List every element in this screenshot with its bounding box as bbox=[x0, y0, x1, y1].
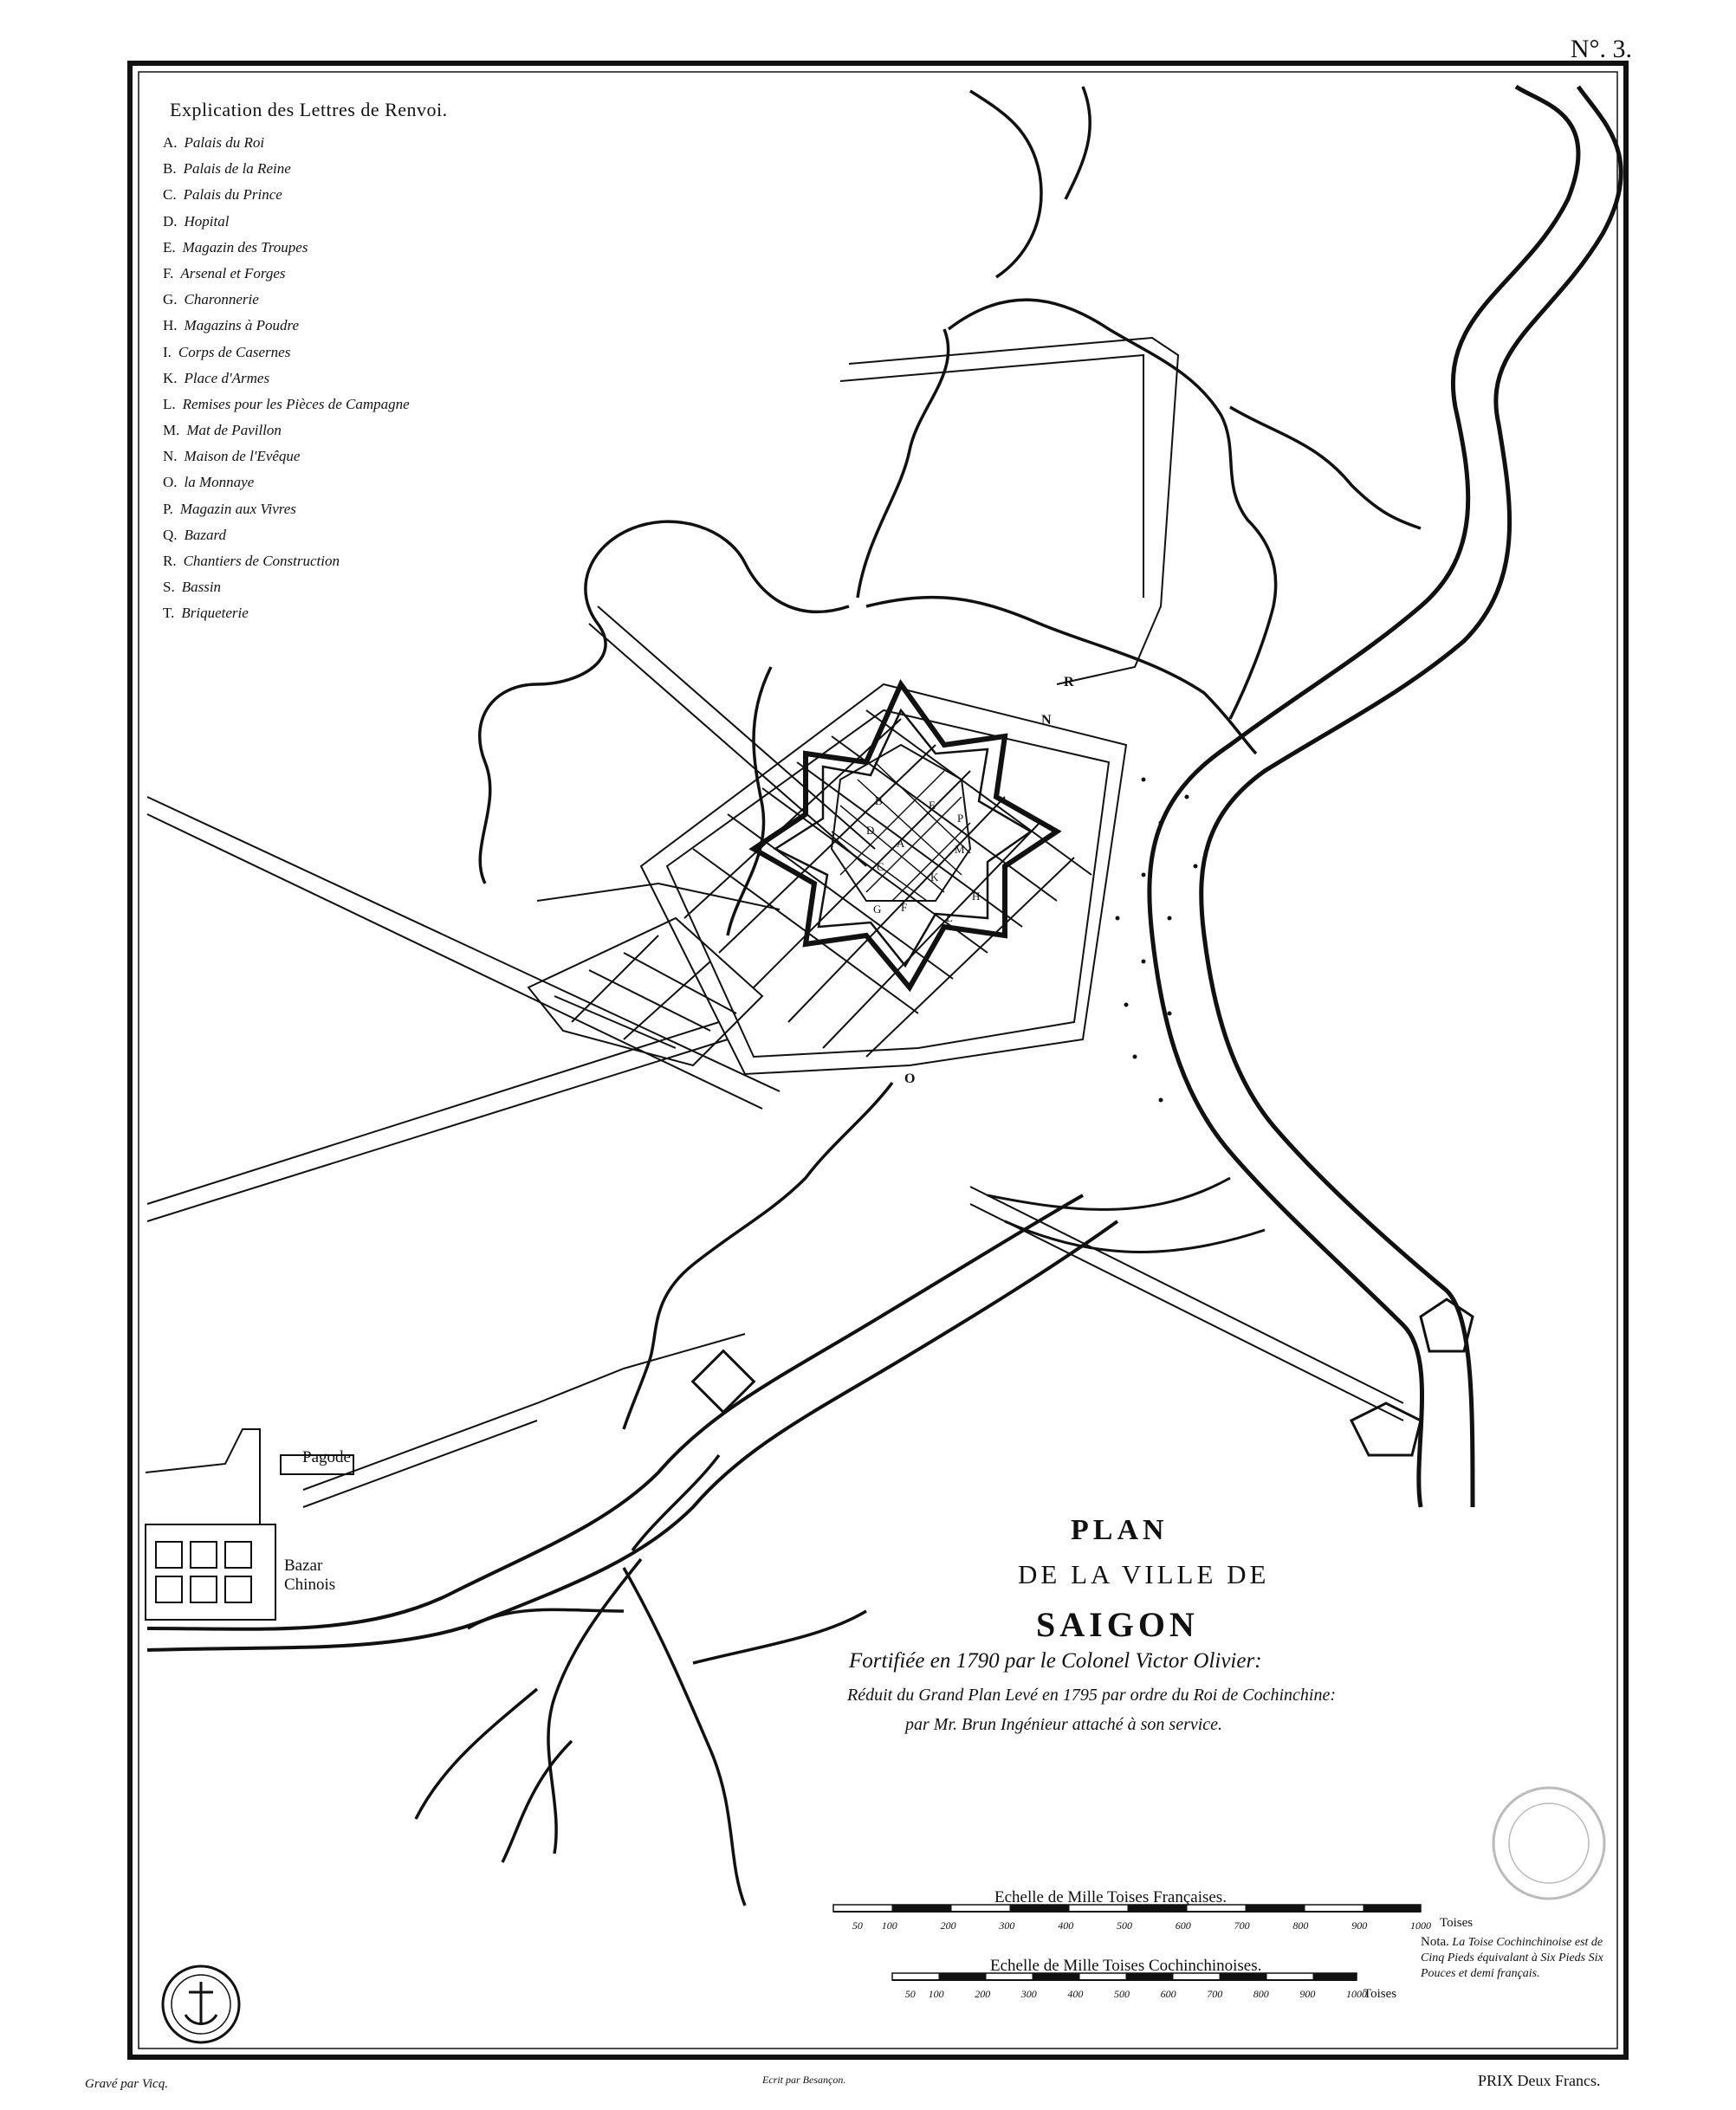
nota-text bbox=[1421, 1934, 1613, 1982]
scale-tick-label: 300 bbox=[999, 1919, 1015, 1932]
subtitle-1: Fortifiée en 1790 par le Colonel Victor Olivier: bbox=[849, 1649, 1262, 1673]
creeks bbox=[416, 87, 1421, 1906]
legend-label: Arsenal et Forges bbox=[180, 264, 286, 282]
legend-list bbox=[163, 130, 410, 627]
citadel-letter: H bbox=[972, 890, 981, 903]
legend-label: Place d'Armes bbox=[184, 369, 270, 386]
legend-item bbox=[163, 574, 410, 600]
legend-key: H. bbox=[163, 317, 178, 334]
legend-item bbox=[163, 392, 410, 417]
scale-tick-label: 100 bbox=[881, 1919, 897, 1932]
scale-tick-label: 400 bbox=[1067, 1988, 1084, 2000]
legend-key: F. bbox=[163, 264, 174, 282]
citadel-letter: A bbox=[897, 837, 905, 850]
legend-label: Corps de Casernes bbox=[178, 343, 291, 360]
legend-key: Q. bbox=[163, 526, 178, 543]
nota-label: Nota. bbox=[1421, 1935, 1449, 1949]
price-label: PRIX Deux Francs. bbox=[1478, 2072, 1601, 2089]
scale-tick-label: 400 bbox=[1058, 1919, 1074, 1932]
legend-item bbox=[163, 366, 410, 392]
legend-label: Bazard bbox=[184, 526, 227, 543]
citadel-letter: B bbox=[875, 794, 883, 807]
subtitle-2: Réduit du Grand Plan Levé en 1795 par ordre du Roi de Cochinchine: bbox=[847, 1686, 1336, 1705]
legend-key: D. bbox=[163, 212, 178, 230]
legend-item bbox=[163, 209, 410, 235]
citadel-letter: E bbox=[929, 799, 936, 812]
scale-tick-label: 800 bbox=[1253, 1988, 1269, 2000]
label-n: N bbox=[1041, 713, 1052, 728]
legend-key: G. bbox=[163, 291, 178, 308]
legend-label: Charonnerie bbox=[184, 291, 259, 308]
citadel-letter: C bbox=[877, 860, 884, 873]
legend-item bbox=[163, 548, 410, 574]
legend-key: S. bbox=[163, 579, 175, 596]
legend-item bbox=[163, 443, 410, 469]
legend-item bbox=[163, 469, 410, 495]
outer-forts bbox=[693, 1299, 1473, 1455]
legend-label: Magazin aux Vivres bbox=[179, 500, 296, 517]
scale-tick-label: 600 bbox=[1160, 1988, 1176, 2000]
title-line-1: PLAN bbox=[1071, 1514, 1169, 1546]
title-line-2: DE LA VILLE DE bbox=[1018, 1559, 1270, 1589]
engraver-credit: Gravé par Vicq. bbox=[85, 2077, 168, 2091]
anchorage-marks bbox=[1116, 778, 1198, 1103]
legend-item bbox=[163, 261, 410, 287]
legend-key: M. bbox=[163, 422, 180, 439]
legend-label: la Monnaye bbox=[184, 474, 255, 491]
citadel-letter: F bbox=[901, 901, 908, 914]
legend-item bbox=[163, 130, 410, 156]
legend-label: Maison de l'Evêque bbox=[184, 448, 301, 465]
legend-item bbox=[163, 182, 410, 208]
legend-key: A. bbox=[163, 134, 178, 151]
scale-tick-label: 300 bbox=[1020, 1988, 1037, 2000]
scale-tick-label: 100 bbox=[928, 1988, 944, 2000]
legend-key: I. bbox=[163, 343, 172, 360]
legend-item bbox=[163, 340, 410, 366]
legend-key: K. bbox=[163, 369, 178, 386]
citadel-letter: M bbox=[955, 843, 965, 856]
citadel-letter: P bbox=[957, 812, 964, 825]
scale-tick-label: 900 bbox=[1299, 1988, 1316, 2000]
legend-key: C. bbox=[163, 186, 177, 204]
legend-key: P. bbox=[163, 500, 173, 517]
scale-cochin-unit: Toises bbox=[1364, 1987, 1397, 2001]
legend-item bbox=[163, 522, 410, 548]
scale-tick-label: 500 bbox=[1114, 1988, 1130, 2000]
scale-tick-label: 200 bbox=[975, 1988, 991, 2000]
seal-stamp bbox=[163, 1966, 239, 2042]
scale-french-title: Echelle de Mille Toises Françaises. bbox=[994, 1888, 1227, 1906]
legend-label: Hopital bbox=[184, 212, 230, 230]
scale-tick-label: 50 bbox=[904, 1988, 916, 2000]
legend-label: Remises pour les Pièces de Campagne bbox=[182, 395, 410, 412]
subtitle-3: par Mr. Brun Ingénieur attaché à son service. bbox=[905, 1715, 1223, 1734]
legend-item bbox=[163, 417, 410, 443]
label-bazar: Bazar Chinois bbox=[284, 1557, 336, 1594]
legend-key: L. bbox=[163, 395, 176, 412]
label-pagode: Pagode bbox=[302, 1448, 351, 1466]
writer-credit: Ecrit par Besançon. bbox=[762, 2074, 846, 2086]
legend-heading: Explication des Lettres de Renvoi. bbox=[170, 99, 448, 120]
library-watermark bbox=[1493, 1788, 1604, 1899]
legend-item bbox=[163, 235, 410, 261]
legend-key: R. bbox=[163, 553, 177, 569]
scale-tick-label: 50 bbox=[852, 1919, 863, 1932]
legend-item bbox=[163, 600, 410, 626]
legend-key: N. bbox=[163, 448, 178, 465]
scale-tick-label: 800 bbox=[1292, 1919, 1309, 1932]
scale-tick-label: 900 bbox=[1351, 1919, 1368, 1932]
label-o: O bbox=[904, 1071, 916, 1086]
scale-cochin-title: Echelle de Mille Toises Cochinchinoises. bbox=[990, 1957, 1262, 1975]
scale-tick-label: 1000 bbox=[1410, 1919, 1431, 1932]
legend-label: Magazins à Poudre bbox=[184, 317, 300, 334]
scale-french-unit: Toises bbox=[1440, 1916, 1474, 1930]
nota-body: La Toise Cochinchinoise est de Cinq Pieds équivalant à Six Pieds Six Pouces et demi français. bbox=[1421, 1936, 1603, 1980]
legend-key: O. bbox=[163, 474, 178, 491]
scale-tick-label: 700 bbox=[1234, 1919, 1250, 1932]
scale-tick-label: 500 bbox=[1117, 1919, 1132, 1932]
citadel-letter: D bbox=[866, 824, 875, 837]
legend-label: Mat de Pavillon bbox=[186, 422, 282, 439]
citadel-letter: K bbox=[930, 871, 939, 883]
legend-label: Palais de la Reine bbox=[183, 160, 291, 178]
legend-label: Magazin des Troupes bbox=[182, 238, 308, 256]
scale-tick-label: 1000 bbox=[1346, 1988, 1367, 2000]
plate-number: N°. 3. bbox=[1570, 35, 1632, 63]
legend-key: E. bbox=[163, 238, 176, 256]
legend-label: Palais du Roi bbox=[184, 134, 265, 151]
scale-tick-label: 200 bbox=[940, 1919, 956, 1932]
citadel-letter: G bbox=[873, 903, 882, 916]
legend-item bbox=[163, 496, 410, 522]
legend-key: B. bbox=[163, 160, 177, 178]
title-line-3: SAIGON bbox=[1036, 1605, 1199, 1644]
legend-label: Briqueterie bbox=[181, 605, 249, 622]
citadel-letter: L bbox=[946, 911, 953, 924]
legend-label: Palais du Prince bbox=[183, 186, 282, 204]
legend-label: Chantiers de Construction bbox=[183, 553, 340, 569]
legend-key: T. bbox=[163, 605, 175, 622]
label-r: R bbox=[1064, 675, 1074, 689]
scale-tick-label: 600 bbox=[1175, 1919, 1191, 1932]
legend-label: Bassin bbox=[181, 579, 222, 596]
legend-item bbox=[163, 156, 410, 182]
scale-tick-label: 700 bbox=[1207, 1988, 1223, 2000]
legend-item bbox=[163, 313, 410, 339]
river-main bbox=[988, 87, 1621, 1507]
legend-item bbox=[163, 287, 410, 313]
